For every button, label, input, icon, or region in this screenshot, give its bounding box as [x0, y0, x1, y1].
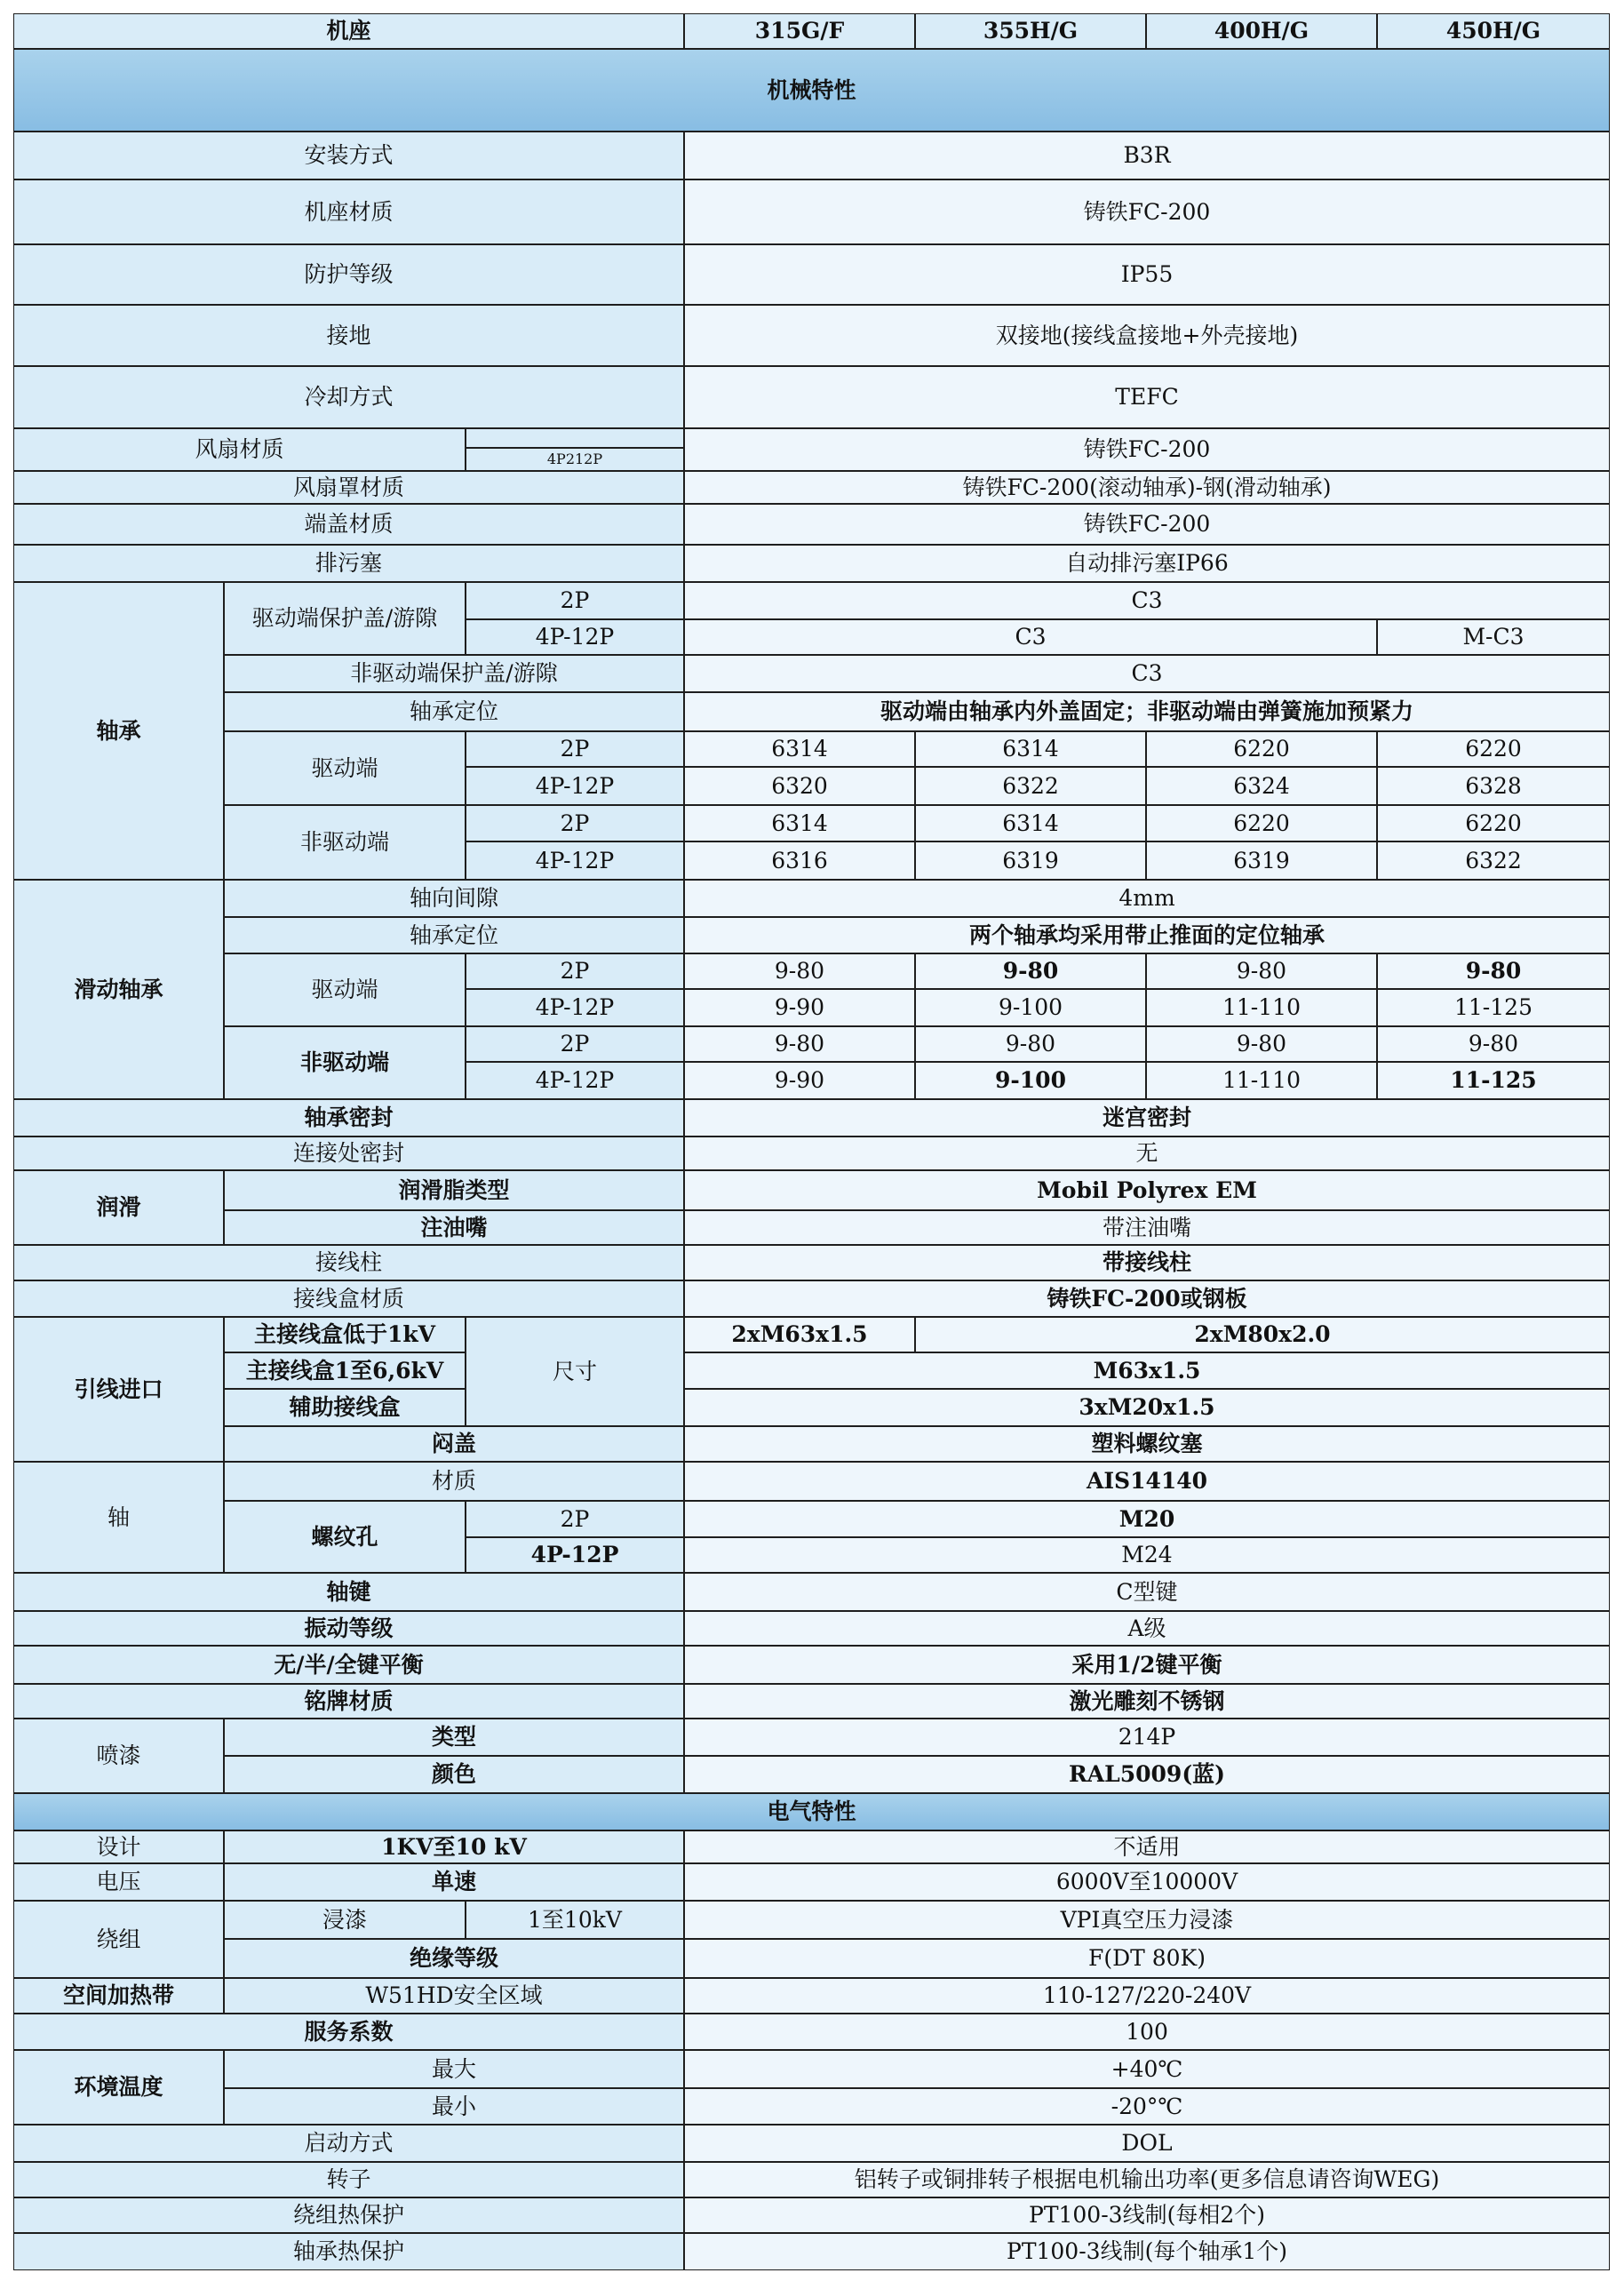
paint-color-label: 颜色	[224, 1756, 684, 1793]
rotor-value: 铝转子或铜排转子根据电机输出功率(更多信息请咨询WEG)	[684, 2162, 1610, 2197]
bearing-de-4p-cell: 6322	[915, 767, 1146, 805]
impregnation-label: 浸漆	[224, 1901, 466, 1939]
fan-material-sub: 4P212P	[466, 448, 684, 471]
grounding-value: 双接地(接线盒接地+外壳接地)	[684, 305, 1610, 366]
sleeve-nde-2p-cell: 9-80	[1377, 1026, 1610, 1062]
drain-plug-value: 自动排污塞IP66	[684, 545, 1610, 582]
drain-plug-label: 排污塞	[13, 545, 684, 582]
bearing-de-4p: 4P-12P	[466, 767, 684, 805]
sleeve-de-label: 驱动端	[224, 953, 466, 1026]
sleeve-locate-label: 轴承定位	[224, 917, 684, 953]
vibration-grade-value: A级	[684, 1611, 1610, 1646]
bearing-nde-2p-cell: 6314	[915, 805, 1146, 841]
header-col-315: 315G/F	[684, 13, 915, 49]
bearing-nde-2p-cell: 6220	[1146, 805, 1377, 841]
mount-type-value: B3R	[684, 132, 1610, 179]
axial-clearance-value: 4mm	[684, 880, 1610, 917]
protection-grade-value: IP55	[684, 244, 1610, 305]
voltage-label: 电压	[13, 1863, 224, 1901]
service-factor-label: 服务系数	[13, 2014, 684, 2050]
bearing-nde-4p: 4P-12P	[466, 841, 684, 880]
ambient-min-value: -20°℃	[684, 2088, 1610, 2125]
thread-4p-value: M24	[684, 1537, 1610, 1573]
mount-type-label: 安装方式	[13, 132, 684, 179]
bearing-de-2p-cell: 6314	[915, 731, 1146, 767]
sleeve-nde-2p-cell: 9-80	[1146, 1026, 1377, 1062]
cooling-method-value: TEFC	[684, 366, 1610, 428]
fan-material-value: 铸铁FC-200	[684, 428, 1610, 471]
sleeve-nde-2p: 2P	[466, 1026, 684, 1062]
entry-low-label: 主接线盒低于1kV	[224, 1317, 466, 1352]
axial-clearance-label: 轴向间隙	[224, 880, 684, 917]
heater-label: 空间加热带	[13, 1978, 224, 2014]
header-frame: 机座	[13, 13, 684, 49]
grease-nipple-value: 带注油嘴	[684, 1210, 1610, 1245]
sleeve-de-2p-cell: 9-80	[915, 953, 1146, 989]
bearing-nde-2p-cell: 6314	[684, 805, 915, 841]
ambient-max-label: 最大	[224, 2050, 684, 2088]
start-method-value: DOL	[684, 2125, 1610, 2162]
grease-nipple-label: 注油嘴	[224, 1210, 684, 1245]
sleeve-de-4p-cell: 11-110	[1146, 989, 1377, 1026]
impregnation-sub: 1至10kV	[466, 1901, 684, 1939]
bearing-seal-value: 迷宫密封	[684, 1099, 1610, 1137]
design-value: 不适用	[684, 1830, 1610, 1863]
connection-seal-label: 连接处密封	[13, 1137, 684, 1170]
bearing-de-2p: 2P	[466, 731, 684, 767]
de-cover-4p: 4P-12P	[466, 619, 684, 655]
sleeve-de-2p-cell: 9-80	[1377, 953, 1610, 989]
thread-4p: 4P-12P	[466, 1537, 684, 1573]
end-cover-material-label: 端盖材质	[13, 504, 684, 545]
thread-2p: 2P	[466, 1501, 684, 1537]
voltage-sub: 单速	[224, 1863, 684, 1901]
bearing-de-label: 驱动端	[224, 731, 466, 805]
bearing-seal-label: 轴承密封	[13, 1099, 684, 1137]
bearing-de-2p-cell: 6220	[1146, 731, 1377, 767]
sleeve-nde-2p-cell: 9-80	[684, 1026, 915, 1062]
sleeve-nde-4p-cell: 11-110	[1146, 1062, 1377, 1099]
bearing-locate-label: 轴承定位	[224, 692, 684, 731]
service-factor-value: 100	[684, 2014, 1610, 2050]
balance-type-label: 无/半/全键平衡	[13, 1646, 684, 1684]
bearing-thermal-protection-value: PT100-3线制(每个轴承1个)	[684, 2233, 1610, 2270]
header-col-450: 450H/G	[1377, 13, 1610, 49]
bearing-nde-4p-cell: 6319	[1146, 841, 1377, 880]
shaft-group: 轴	[13, 1462, 224, 1573]
sleeve-locate-value: 两个轴承均采用带止推面的定位轴承	[684, 917, 1610, 953]
winding-group: 绕组	[13, 1901, 224, 1978]
fan-cover-material-value: 铸铁FC-200(滚动轴承)-钢(滑动轴承)	[684, 471, 1610, 504]
sleeve-de-4p-cell: 11-125	[1377, 989, 1610, 1026]
fan-material-blank	[466, 428, 684, 448]
winding-thermal-protection-value: PT100-3线制(每相2个)	[684, 2197, 1610, 2233]
bearing-de-2p-cell: 6314	[684, 731, 915, 767]
paint-type-value: 214P	[684, 1719, 1610, 1756]
terminal-box-material-value: 铸铁FC-200或钢板	[684, 1280, 1610, 1317]
balance-type-value: 采用1/2键平衡	[684, 1646, 1610, 1684]
heater-value: 110-127/220-240V	[684, 1978, 1610, 2014]
protection-grade-label: 防护等级	[13, 244, 684, 305]
terminal-post-label: 接线柱	[13, 1245, 684, 1280]
insulation-label: 绝缘等级	[224, 1939, 684, 1978]
insulation-value: F(DT 80K)	[684, 1939, 1610, 1978]
terminal-box-material-label: 接线盒材质	[13, 1280, 684, 1317]
grounding-label: 接地	[13, 305, 684, 366]
shaft-material-label: 材质	[224, 1462, 684, 1501]
sleeve-nde-4p-cell: 11-125	[1377, 1062, 1610, 1099]
heater-sub: W51HD安全区域	[224, 1978, 684, 2014]
sleeve-nde-label: 非驱动端	[224, 1026, 466, 1099]
design-sub: 1KV至10 kV	[224, 1830, 684, 1863]
paint-group: 喷漆	[13, 1719, 224, 1793]
de-cover-4p-value-450: M-C3	[1377, 619, 1610, 655]
de-cover-2p: 2P	[466, 582, 684, 619]
ambient-min-label: 最小	[224, 2088, 684, 2125]
de-cover-4p-value: C3	[684, 619, 1377, 655]
entry-size-label: 尺寸	[466, 1317, 684, 1426]
impregnation-value: VPI真空压力浸漆	[684, 1901, 1610, 1939]
de-cover-label: 驱动端保护盖/游隙	[224, 582, 466, 655]
shaft-key-label: 轴键	[13, 1573, 684, 1611]
sleeve-nde-4p: 4P-12P	[466, 1062, 684, 1099]
entry-aux-label: 辅助接线盒	[224, 1389, 466, 1426]
ambient-group: 环境温度	[13, 2050, 224, 2125]
bearing-de-2p-cell: 6220	[1377, 731, 1610, 767]
sleeve-de-4p-cell: 9-90	[684, 989, 915, 1026]
grease-type-label: 润滑脂类型	[224, 1170, 684, 1210]
cable-entry-group: 引线进口	[13, 1317, 224, 1462]
blanking-plug-label: 闷盖	[224, 1426, 684, 1462]
lube-group: 润滑	[13, 1170, 224, 1245]
de-cover-2p-value: C3	[684, 582, 1610, 619]
rotor-label: 转子	[13, 2162, 684, 2197]
bearing-nde-label: 非驱动端	[224, 805, 466, 880]
sleeve-de-4p-cell: 9-100	[915, 989, 1146, 1026]
connection-seal-value: 无	[684, 1137, 1610, 1170]
winding-thermal-protection-label: 绕组热保护	[13, 2197, 684, 2233]
end-cover-material-value: 铸铁FC-200	[684, 504, 1610, 545]
bearing-group: 轴承	[13, 582, 224, 880]
sleeve-group: 滑动轴承	[13, 880, 224, 1099]
voltage-value: 6000V至10000V	[684, 1863, 1610, 1901]
bearing-nde-4p-cell: 6322	[1377, 841, 1610, 880]
entry-mid-value: M63x1.5	[684, 1352, 1610, 1389]
shaft-key-value: C型键	[684, 1573, 1610, 1611]
entry-aux-value: 3xM20x1.5	[684, 1389, 1610, 1426]
bearing-locate-value: 驱动端由轴承内外盖固定；非驱动端由弹簧施加预紧力	[684, 692, 1610, 731]
nameplate-material-label: 铭牌材质	[13, 1684, 684, 1719]
nde-cover-label: 非驱动端保护盖/游隙	[224, 655, 684, 692]
bearing-de-4p-cell: 6324	[1146, 767, 1377, 805]
frame-material-label: 机座材质	[13, 179, 684, 244]
fan-material-label: 风扇材质	[13, 428, 466, 471]
frame-material-value: 铸铁FC-200	[684, 179, 1610, 244]
bearing-nde-2p-cell: 6220	[1377, 805, 1610, 841]
nde-cover-value: C3	[684, 655, 1610, 692]
blanking-plug-value: 塑料螺纹塞	[684, 1426, 1610, 1462]
entry-mid-label: 主接线盒1至6,6kV	[224, 1352, 466, 1389]
bearing-nde-4p-cell: 6316	[684, 841, 915, 880]
section-mechanical: 机械特性	[13, 49, 1610, 132]
cooling-method-label: 冷却方式	[13, 366, 684, 428]
thread-hole-label: 螺纹孔	[224, 1501, 466, 1573]
bearing-nde-4p-cell: 6319	[915, 841, 1146, 880]
sleeve-de-2p: 2P	[466, 953, 684, 989]
grease-type-value: Mobil Polyrex EM	[684, 1170, 1610, 1210]
ambient-max-value: +40℃	[684, 2050, 1610, 2088]
paint-color-value: RAL5009(蓝)	[684, 1756, 1610, 1793]
section-electrical: 电气特性	[13, 1793, 1610, 1830]
bearing-de-4p-cell: 6328	[1377, 767, 1610, 805]
sleeve-de-2p-cell: 9-80	[684, 953, 915, 989]
header-col-400: 400H/G	[1146, 13, 1377, 49]
entry-low-value: 2xM80x2.0	[915, 1317, 1610, 1352]
sleeve-nde-2p-cell: 9-80	[915, 1026, 1146, 1062]
terminal-post-value: 带接线柱	[684, 1245, 1610, 1280]
bearing-de-4p-cell: 6320	[684, 767, 915, 805]
bearing-nde-2p: 2P	[466, 805, 684, 841]
fan-cover-material-label: 风扇罩材质	[13, 471, 684, 504]
paint-type-label: 类型	[224, 1719, 684, 1756]
design-label: 设计	[13, 1830, 224, 1863]
sleeve-nde-4p-cell: 9-90	[684, 1062, 915, 1099]
shaft-material-value: AIS14140	[684, 1462, 1610, 1501]
entry-low-value-315: 2xM63x1.5	[684, 1317, 915, 1352]
bearing-thermal-protection-label: 轴承热保护	[13, 2233, 684, 2270]
sleeve-de-4p: 4P-12P	[466, 989, 684, 1026]
nameplate-material-value: 激光雕刻不锈钢	[684, 1684, 1610, 1719]
vibration-grade-label: 振动等级	[13, 1611, 684, 1646]
header-col-355: 355H/G	[915, 13, 1146, 49]
thread-2p-value: M20	[684, 1501, 1610, 1537]
start-method-label: 启动方式	[13, 2125, 684, 2162]
sleeve-de-2p-cell: 9-80	[1146, 953, 1377, 989]
sleeve-nde-4p-cell: 9-100	[915, 1062, 1146, 1099]
